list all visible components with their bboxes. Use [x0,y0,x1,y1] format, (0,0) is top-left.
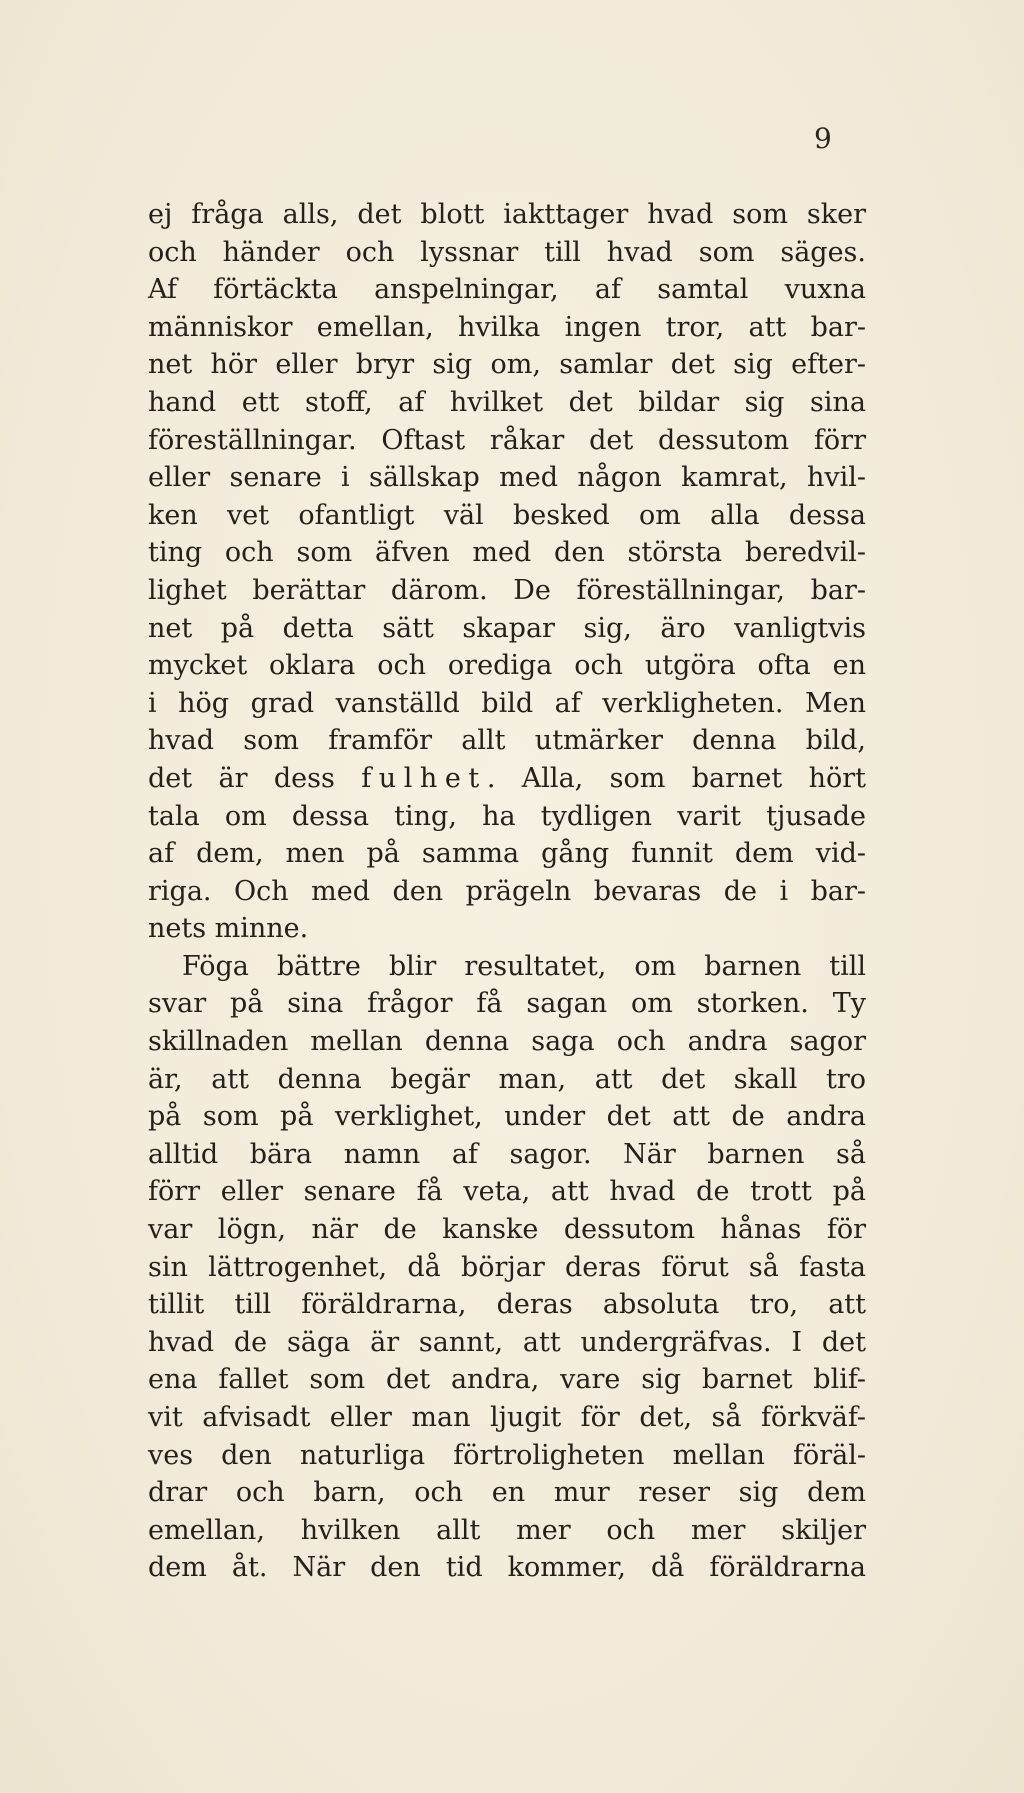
text-line: eller senare i sällskap med någon kamrat, hvil- [148,462,866,494]
text-line: tillit till föräldrarna, deras absoluta tro, att [148,1289,866,1321]
text-line: föreställningar. Oftast råkar det dessutom förr [148,424,866,456]
text-line: vit afvisadt eller man ljugit för det, så förkväf- [148,1402,866,1433]
text-line: ves den naturliga förtroligheten mellan föräl- [148,1439,866,1471]
text-segment: . Alla, som barnet hört [486,762,867,794]
text-line: är, att denna begär man, att det skall tro [148,1063,866,1095]
text-line: alltid bära namn af sagor. När barnen så [148,1138,866,1170]
text-line: af dem, men på samma gång funnit dem vid- [148,838,866,870]
text-line: net på detta sätt skapar sig, äro vanligtvis [148,612,866,644]
text-line: ej fråga alls, det blott iakttager hvad som sker [148,199,866,230]
text-line: drar och barn, och en mur reser sig dem [148,1477,866,1509]
text-line: hand ett stoff, af hvilket det bildar sig sina [148,386,866,418]
text-line: net hör eller bryr sig om, samlar det sig efter- [148,349,866,381]
text-segment: det är dess [148,762,362,794]
text-line: tala om dessa ting, ha tydligen varit tjusade [148,800,866,832]
text-line: svar på sina frågor få sagan om storken. Ty [148,988,866,1020]
text-line: hvad som framför allt utmärker denna bild, [148,725,866,757]
text-line: riga. Och med den prägeln bevaras de i bar- [148,875,866,907]
text-line: emellan, hvilken allt mer och mer skiljer [148,1514,866,1546]
emphasized-word: fulhet [361,762,487,794]
text-line: hvad de säga är sannt, att undergräfvas. I det [148,1326,866,1358]
text-line: mycket oklara och orediga och utgöra ofta en [148,650,866,682]
text-line: förr eller senare få veta, att hvad de trott på [148,1176,866,1208]
text-line: ting och som äfven med den största beredvil- [148,537,866,569]
text-line: dem åt. När den tid kommer, då föräldrarna [148,1552,866,1584]
text-line: skillnaden mellan denna saga och andra sagor [148,1026,866,1058]
page-number: 9 [814,122,832,155]
text-line: nets minne. [148,913,309,945]
text-line: och händer och lyssnar till hvad som säges. [148,236,866,268]
text-line: Af förtäckta anspelningar, af samtal vuxna [148,274,866,306]
body-text [148,196,866,1587]
text-line: var lögn, när de kanske dessutom hånas för [148,1214,866,1246]
text-line: på som på verklighet, under det att de andra [148,1101,866,1133]
text-line-emphasis [148,760,866,798]
text-line: ena fallet som det andra, vare sig barnet blif- [148,1364,866,1396]
text-line: i hög grad vanställd bild af verkligheten. Men [148,687,866,719]
text-line: lighet berättar därom. De föreställningar, bar- [148,574,866,606]
text-line: ken vet ofantligt väl besked om alla dessa [148,499,866,531]
text-line: Föga bättre blir resultatet, om barnen till [182,950,866,982]
text-line: människor emellan, hvilka ingen tror, att bar- [148,311,866,343]
text-line: sin lättrogenhet, då börjar deras förut så fasta [148,1251,866,1283]
